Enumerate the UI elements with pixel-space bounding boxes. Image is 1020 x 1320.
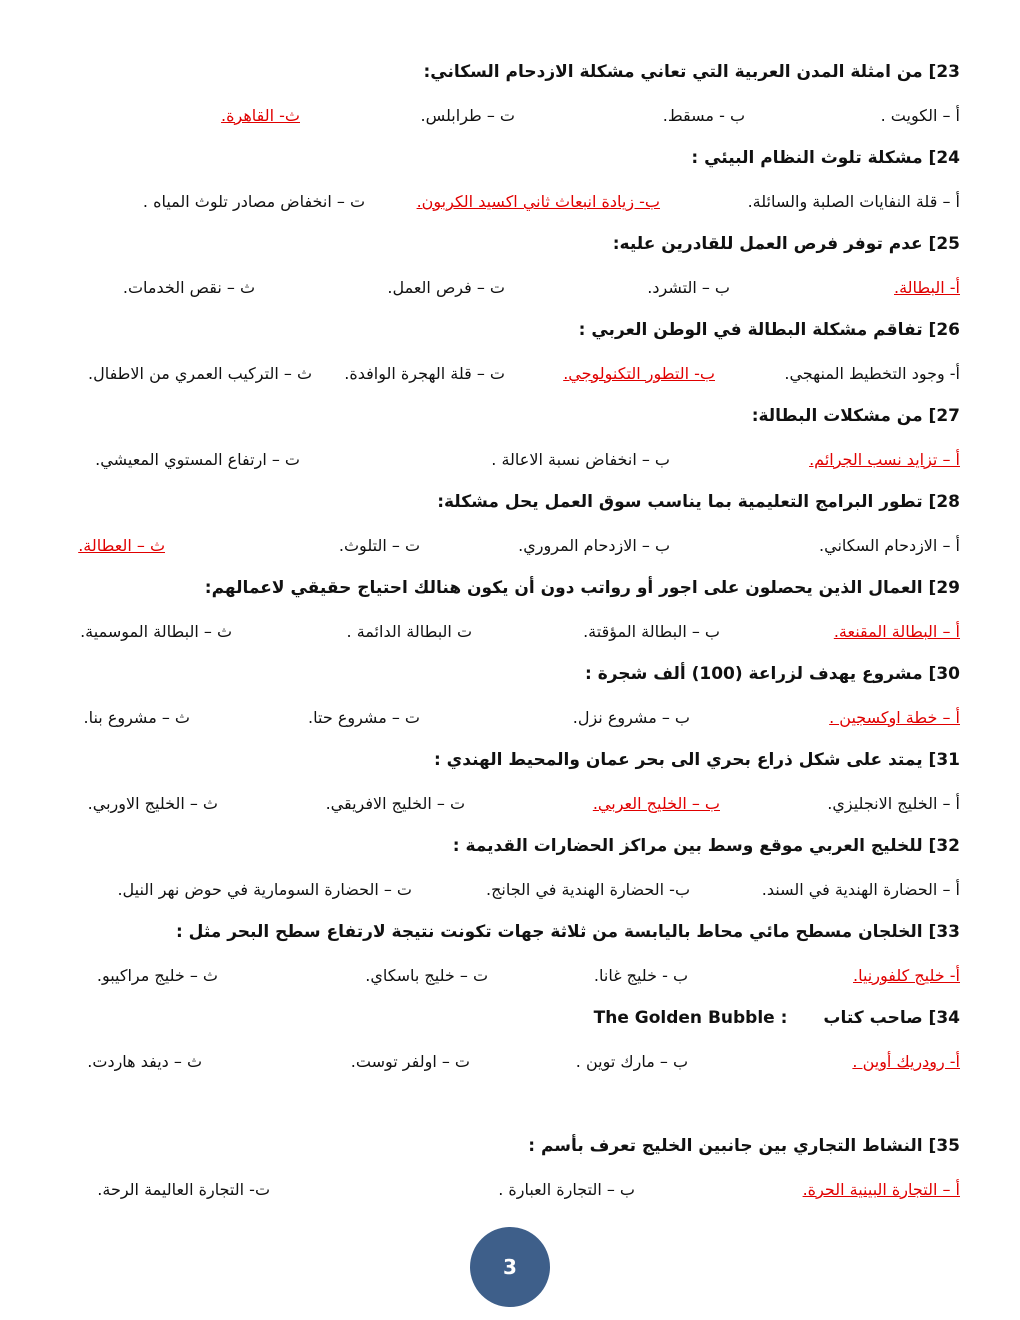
- question-title: 28] تطور البرامج التعليمية بما يناسب سوق العمل يحل مشكلة:: [437, 492, 960, 512]
- question-title: 35] النشاط التجاري بين جانبين الخليج تعرف بأسم :: [528, 1136, 960, 1156]
- question-title: 32] للخليج العربي موقع وسط بين مراكز الحضارات القديمة :: [452, 836, 960, 856]
- option-a: أ – الازدحام السكاني.: [819, 536, 960, 555]
- book-title: The Golden Bubble :: [593, 1008, 788, 1028]
- option-a: أ – الخليج الانجليزي.: [827, 794, 960, 813]
- option-a: أ- وجود التخطيط المنهجي.: [784, 364, 960, 383]
- option-t: ت – ارتفاع المستوي المعيشي.: [95, 450, 300, 469]
- question-title: 23] من امثلة المدن العربية التي تعاني مشكلة الازدحام السكاني:: [423, 62, 960, 82]
- option-a: أ – الكويت .: [880, 106, 960, 125]
- question-title: 26] تفاقم مشكلة البطالة في الوطن العربي :: [578, 320, 960, 340]
- option-a-correct: أ – خطة اوكسجين .: [829, 708, 960, 727]
- option-t: ت – فرص العمل.: [387, 278, 505, 297]
- option-t: ت البطالة الدائمة .: [346, 622, 472, 641]
- option-t: ت – انخفاض مصادر تلوث المياه .: [142, 192, 365, 211]
- option-b: ب – البطالة المؤقتة.: [583, 622, 720, 641]
- question-title: 33] الخلجان مسطح مائي محاط باليابسة من ثلاثة جهات تكونت نتيجة لارتفاع سطح البحر مثل :: [175, 922, 960, 942]
- option-t: ت – طرابلس.: [420, 106, 515, 125]
- option-a-correct: أ – تزايد نسب الجرائم.: [809, 450, 960, 469]
- question-title: [594, 1008, 960, 1028]
- option-b: ب – مارك توين .: [575, 1052, 688, 1071]
- option-t: ت – اولفر توست.: [350, 1052, 470, 1071]
- option-b-correct: ب- زيادة انبعاث ثاني اكسيد الكربون.: [416, 192, 660, 211]
- question-title: 24] مشكلة تلوث النظام البيئي :: [691, 148, 960, 168]
- option-th: ث – خليج مراكيبو.: [96, 966, 218, 985]
- option-th: ث – نقص الخدمات.: [122, 278, 255, 297]
- option-th: ث – مشروع بنا.: [83, 708, 190, 727]
- option-t: ت – التلوث.: [338, 536, 420, 555]
- option-t: ت – مشروع حتا.: [308, 708, 420, 727]
- option-b: ب – انخفاض نسبة الاعالة .: [491, 450, 670, 469]
- option-b: ب - مسقط.: [662, 106, 745, 125]
- option-a-correct: أ- البطالة.: [894, 278, 960, 297]
- option-th: ث – الخليج الاوربي.: [87, 794, 218, 813]
- option-b: ب – التجارة العبارة .: [498, 1180, 635, 1199]
- option-a-correct: أ- رودريك أوين .: [852, 1052, 960, 1071]
- option-b: ب – مشروع نزل.: [572, 708, 690, 727]
- option-t: ت – قلة الهجرة الوافدة.: [344, 364, 505, 383]
- question-title: 27] من مشكلات البطالة:: [751, 406, 960, 426]
- option-th-correct: ث- القاهرة.: [221, 106, 300, 125]
- option-b-correct: ب – الخليج العربي.: [592, 794, 720, 813]
- option-t: ت – الخليج الافريقي.: [325, 794, 465, 813]
- option-th: ث – ديفد هاردت.: [87, 1052, 202, 1071]
- question-title: 29] العمال الذين يحصلون على اجور أو رواتب دون أن يكون هنالك احتياج حقيقي لاعمالهم:: [204, 578, 960, 598]
- option-a-correct: أ – البطالة المقنعة.: [833, 622, 960, 641]
- question-title: 30] مشروع يهدف لزراعة (100) ألف شجرة :: [584, 664, 960, 684]
- option-th: ث – البطالة الموسمية.: [80, 622, 232, 641]
- option-t: ت – خليج باسكاي.: [365, 966, 488, 985]
- option-b: ب- الحضارة الهندية في الجانج.: [485, 880, 690, 899]
- question-title-prefix: 34] صاحب كتاب: [823, 1008, 960, 1028]
- question-title: 25] عدم توفر فرص العمل للقادرين عليه:: [612, 234, 960, 254]
- option-b: ب – التشرد.: [647, 278, 730, 297]
- option-b: ب – الازدحام المروري.: [518, 536, 670, 555]
- page-number-badge: 3: [470, 1227, 550, 1307]
- option-t: ت – الحضارة السومارية في حوض نهر النيل.: [117, 880, 412, 899]
- option-a-correct: أ- خليج كلفورنيا.: [853, 966, 960, 985]
- option-a: أ – الحضارة الهندية في السند.: [761, 880, 960, 899]
- option-a-correct: أ – التجارة البينية الحرة.: [802, 1180, 960, 1199]
- option-th: ث – التركيب العمري من الاطفال.: [88, 364, 312, 383]
- option-th-correct: ث – العطالة.: [78, 536, 165, 555]
- option-t: ت- التجارة العاليمة الرحة.: [97, 1180, 270, 1199]
- option-b-correct: ب- التطور التكنولوجي.: [563, 364, 715, 383]
- option-a: أ – قلة النفايات الصلبة والسائلة.: [747, 192, 960, 211]
- question-title: 31] يمتد على شكل ذراع بحري الى بحر عمان والمحيط الهندي :: [433, 750, 960, 770]
- option-b: ب - خليج غانا.: [593, 966, 688, 985]
